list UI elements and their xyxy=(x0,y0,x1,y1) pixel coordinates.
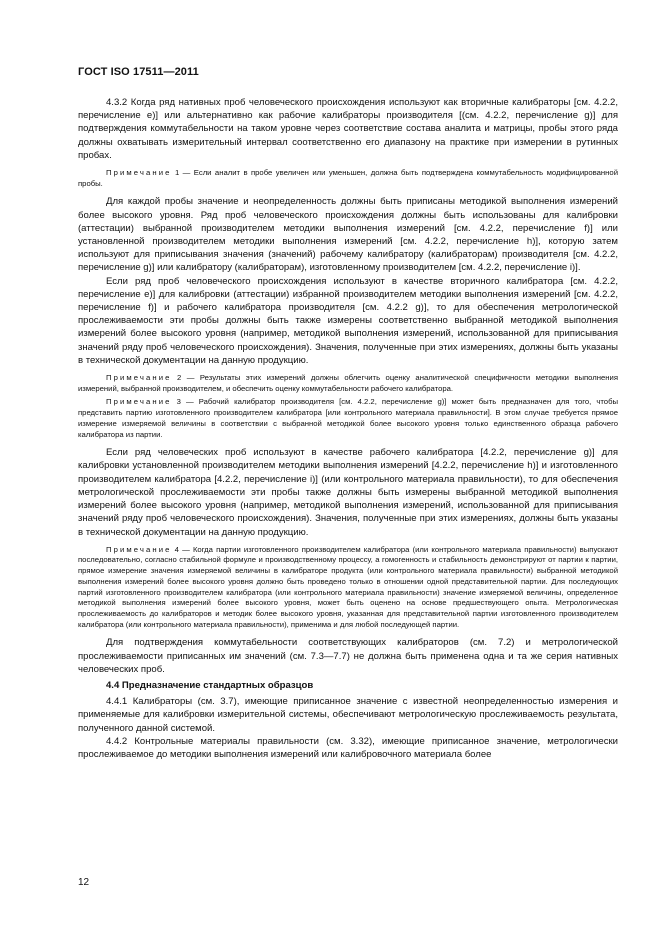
paragraph-value-assignment: Для каждой пробы значение и неопределенность должны быть приписаны методикой выполнения измерений более высокого уровня. Ряд проб человеческого происхождения должны быть использованы для калибровки (аттестации) выбранной производителем методики выполнения измерений [см. 4.2.2, перечисление f)] или установленной производителем методики выполнения измерений [см. 4.2.2, перечисление h)], которую затем используют для приписывания значения (значений) рабочему калибратору (калибраторам) производителя [см. 4.2.2, перечисление g)] или калибратору (калибраторам), изготовленному производителем [см. 4.2.2, перечисление i)]. xyxy=(78,196,618,274)
note-4 xyxy=(78,545,618,631)
note-text: 2 — Результаты этих измерений должны облегчить оценку аналитической специфичности методики выполнения измерений, выбранной производителем, и обеспечить оценку коммутабельности рабочего калибратора. xyxy=(78,373,618,393)
note-3 xyxy=(78,397,618,440)
note-label: Примечание xyxy=(106,168,172,178)
body-text xyxy=(78,96,618,761)
paragraph-4-4-1: 4.4.1 Калибраторы (см. 3.7), имеющие приписанное значение с известной неопределенностью измерения и применяемые для калибровки измерительной системы, обеспечивают метрологическую прослеживаемость результата, полученного данной системой. xyxy=(78,696,618,734)
note-2 xyxy=(78,373,618,394)
paragraph-working-calibrator: Если ряд человеческих проб используют в качестве рабочего калибратора [4.2.2, перечисление g)] для калибровки установленной производителем методики выполнения измерений [4.2.2, перечисление h)] и изготовленного производителем калибратора [4.2.2, перечисление i)] (или контрольного материала правильности), то для обеспечения метрологической прослеживаемости эти пробы также должны быть измерены выбранной методикой выполнения измерений более высокого уровня (например, методикой выполнения измерений, использованной для приписывания значений ряду проб человеческого происхождения). Значения, полученные при этих измерениях, должны быть указаны в технической документации на данную продукцию. xyxy=(78,447,618,538)
page-number: 12 xyxy=(78,877,90,888)
note-text: 3 — Рабочий калибратор производителя [см. 4.2.2, перечисление g)] может быть предназначен для того, чтобы представить партию изготовленного производителем калибратора [или контрольного материала правильности]. В этом случае требуется прямое измерение измеряемой величины в соответствии с выбранной методикой более высокого уровня только единственного образца рабочего калибратора из партии. xyxy=(78,397,618,439)
note-label: Примечание xyxy=(106,544,172,554)
paragraph-secondary-calibrator: Если ряд проб человеческого происхождения используют в качестве вторичного калибратора [см. 4.2.2, перечисление е)] для калибровки (аттестации) избранной производителем методики выполнения измерений [см. 4.2.2, перечисление f)] и рабочего калибратора производителя [см. 4.2.2 g)], то для обеспечения метрологической прослеживаемости эти пробы должны быть также измерены соответственно выбранной методикой выполнения измерений более высокого уровня (например, методикой выполнения измерений, использованной для приписывания значений ряду проб человеческого происхождения). Значения, полученные при этих измерениях, должны быть указаны в технической документации на данную продукцию. xyxy=(78,275,618,366)
page-header: ГОСТ ISO 17511—2011 xyxy=(78,66,199,78)
note-text: 1 — Если аналит в пробе увеличен или уменьшен, должна быть подтверждена коммутабельность модифицированной пробы. xyxy=(78,168,618,188)
paragraph-4-3-2: 4.3.2 Когда ряд нативных проб человеческого происхождения используют как вторичные калибраторы [см. 4.2.2, перечисление е)] или альтернативно как рабочие калибраторы производителя [(см. 4.2.2, перечисление g)] для подтверждения коммутабельности на таком уровне через соответствие состава аналита и матрицы, пробы этого ряда должны охватывать измерительный интервал соответственно его диапазону на практике при измерении в рутинных пробах. xyxy=(78,97,618,161)
note-label: Примечание xyxy=(106,397,172,407)
note-label: Примечание xyxy=(106,373,172,383)
section-heading-4-4: 4.4 Предназначение стандартных образцов xyxy=(106,679,314,691)
paragraph-4-4-2: 4.4.2 Контрольные материалы правильности (см. 3.32), имеющие приписанное значение, метрологически прослеживаемое до методики выполнения измерений или калибровочного материала более xyxy=(78,735,618,760)
note-text: 4 — Когда партии изготовленного производителем калибратора (или контрольного материала правильности) выпускают последовательно, согласно стабильной формуле и производственному процессу, а гомогенность и стабильность демонстрируют от партии к партии, прямое измерение значения измеряемой величины в калибраторе продукта (или контрольного материала правильности) выбранной методикой выполнения измерений более высокого уровня должно быть проведено только в отношении одной представительной партии. Для последующих партий изготовленного производителем калибратора (или контрольного материала правильности) значение измеряемой величины, определенное методикой выполнения измерений более высокого уровня, может быть оценено на основе предшествующего опыта. Метрологическая прослеживаемость до калибраторов и методик более высокого уровня, указанная для представительной партии изготовленного производителем калибратора (или контрольного материала правильности), применима и для любой последующей партии. xyxy=(78,544,618,629)
note-1 xyxy=(78,168,618,189)
paragraph-commutability: Для подтверждения коммутабельности соответствующих калибраторов (см. 7.2) и метрологической прослеживаемости приписанных им значений (см. 7.3—7.7) не должна быть применена одна и та же серия нативных человеческих проб. xyxy=(78,637,618,675)
